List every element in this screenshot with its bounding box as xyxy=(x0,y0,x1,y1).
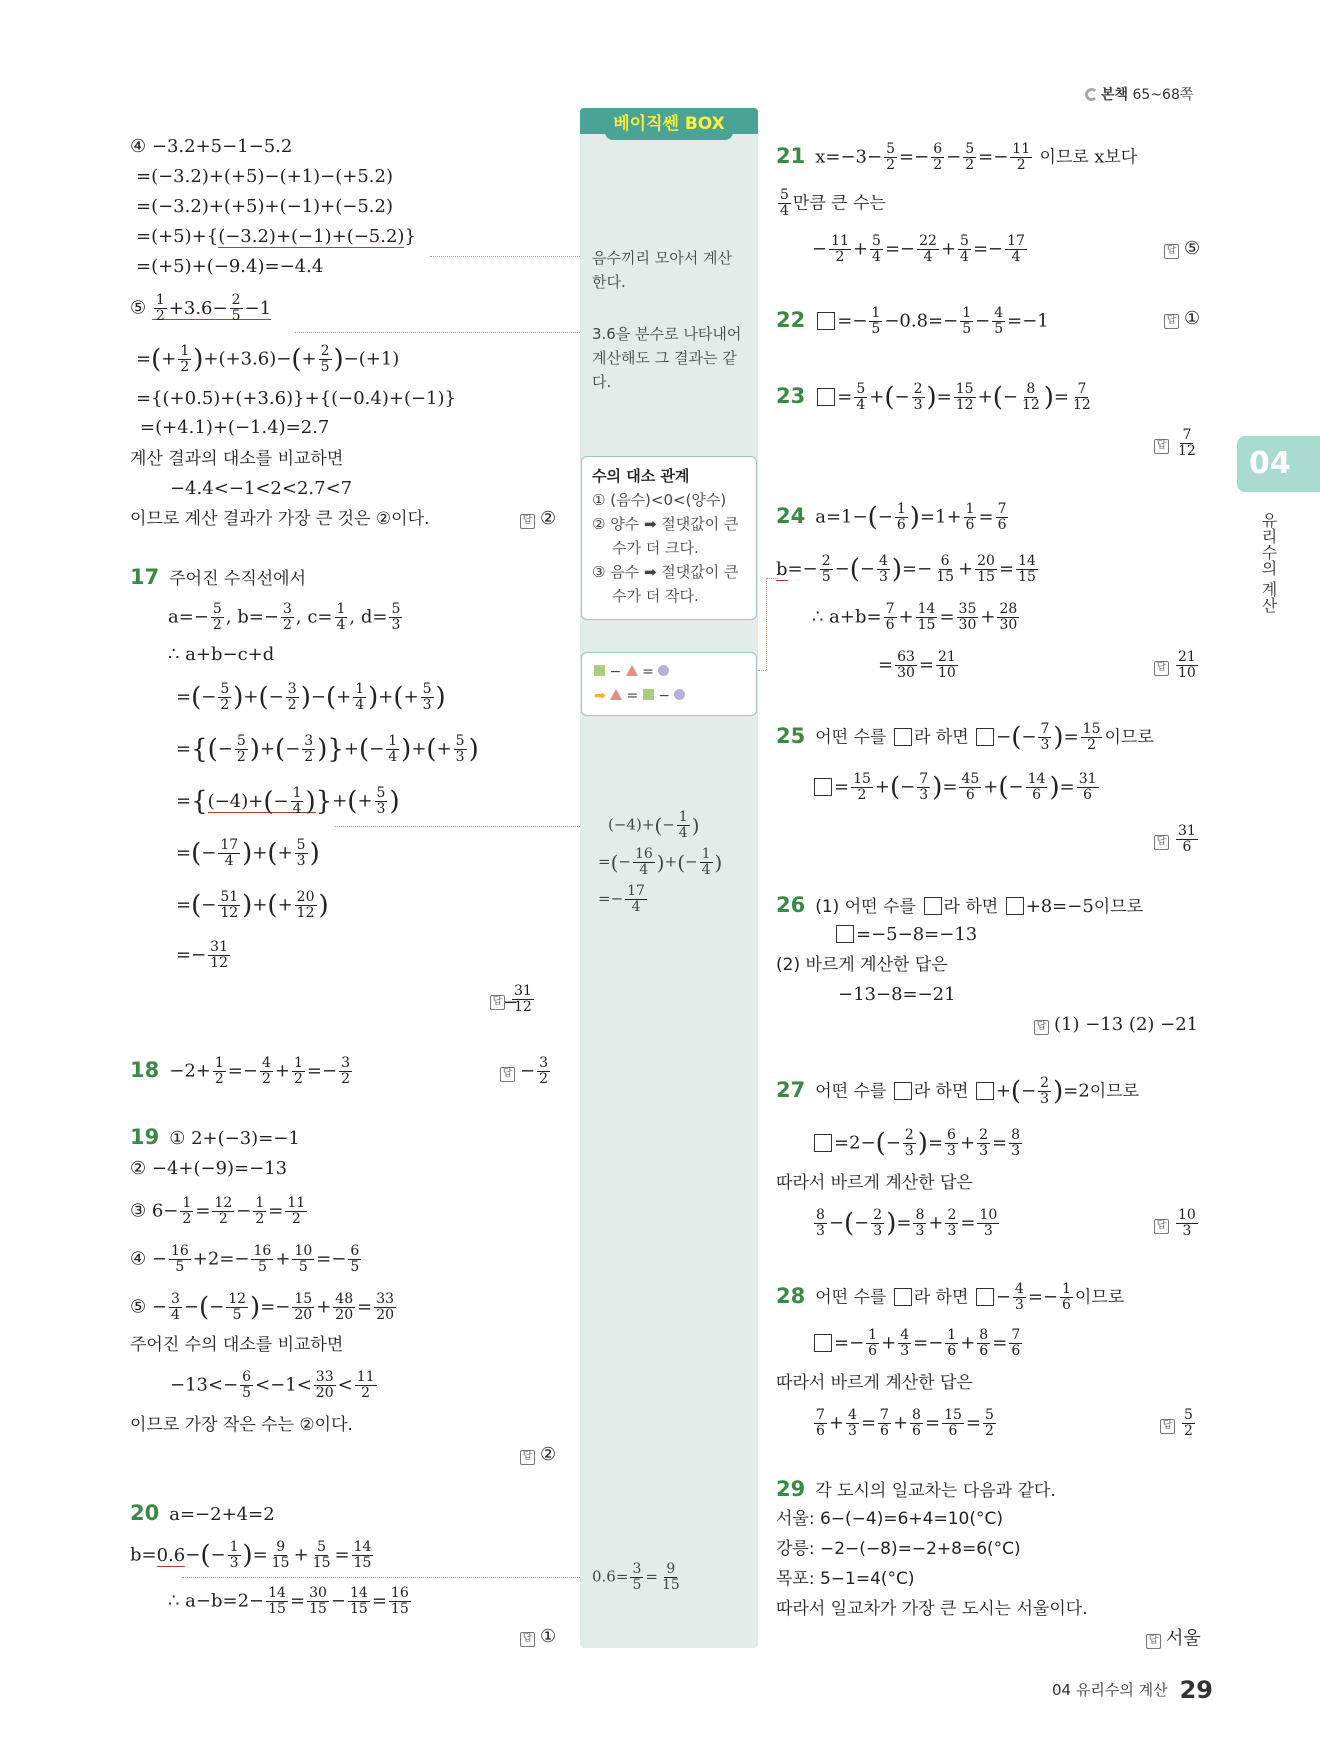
problem-number: 19 xyxy=(130,1125,160,1149)
text-line: (2) 바르게 계산한 답은 xyxy=(776,955,948,975)
math-line: =(− $\frac{5}{2}$ )+(− $\frac{3}{2}$ )−(+ $\frac{1}{4}$ )+(+ $\frac{5}{3}$ ) xyxy=(176,681,446,713)
triangle-shape xyxy=(610,689,622,700)
math-line: ③ 6− $\frac{1}{2}$ = $\frac{12}{2}$ − $\frac{1}{2}$ = $\frac{11}{2}$ xyxy=(130,1195,306,1227)
minus-sign: − xyxy=(503,992,519,1013)
blank-box xyxy=(894,1288,912,1306)
math-line: 22 =− $\frac{1}{5}$ −0.8=− $\frac{1}{5}$ − $\frac{4}{5}$ =−1 xyxy=(776,305,1049,337)
math-line: 23 = $\frac{5}{4}$ +(− $\frac{2}{3}$ )= $\frac{15}{12}$ +(− $\frac{8}{12}$ )= $\frac{7}{12}$ xyxy=(776,381,1091,413)
math-line: ={(− $\frac{5}{2}$ )+(− $\frac{3}{2}$ )}+(− $\frac{1}{4}$ )+(+ $\frac{5}{3}$ ) xyxy=(176,733,479,765)
connector-line xyxy=(335,826,580,827)
math-line: b=0.6−(− $\frac{1}{3}$ )= $\frac{9}{15}$ + $\frac{5}{15}$ = $\frac{14}{15}$ xyxy=(130,1539,372,1571)
connector-line xyxy=(430,256,580,257)
triangle-shape xyxy=(626,665,638,676)
math-line: −13−8=−21 xyxy=(838,984,956,1005)
arrow-icon: ➡ xyxy=(594,688,606,704)
math-line: =−5−8=−13 xyxy=(834,922,977,948)
chapter-tab: 04 xyxy=(1237,436,1320,492)
math-line: 26 (1) 어떤 수를 라 하면 +8=−5이므로 xyxy=(776,893,1144,917)
chapter-vertical-title: 유리수의 계산 xyxy=(1259,512,1278,614)
note-line: (−4)+(− $\frac{1}{4}$ ) xyxy=(608,809,700,841)
blank-box xyxy=(924,897,942,915)
book-icon xyxy=(1085,88,1098,101)
circle-shape xyxy=(674,689,685,700)
math-line: 19 ① 2+(−3)=−1 xyxy=(130,1125,300,1149)
math-line: 28 어떤 수를 라 하면 − $\frac{4}{3}$ =− $\frac{1}{6}$ 이므로 xyxy=(776,1281,1125,1313)
math-line: − $\frac{11}{2}$ + $\frac{5}{4}$ =− $\frac{22}{4}$ + $\frac{5}{4}$ =− $\frac{17}{4}$ xyxy=(812,233,1025,265)
answer-21: 답 ⑤ xyxy=(1164,236,1200,262)
math-line: a=− $\frac{5}{2}$ , b=− $\frac{3}{2}$ , c= $\frac{1}{4}$ , d= $\frac{5}{3}$ xyxy=(168,601,401,633)
math-line: = $\frac{63}{30}$ = $\frac{21}{10}$ xyxy=(878,649,956,681)
answer-24: 답 $\frac{21}{10}$ xyxy=(1154,650,1200,681)
shape-line-2: ➡ = − xyxy=(594,684,685,708)
blank-box xyxy=(894,728,912,746)
math-line: 27 어떤 수를 라 하면 +(− $\frac{2}{3}$ )=2이므로 xyxy=(776,1075,1140,1107)
text-line: 주어진 수의 대소를 비교하면 xyxy=(130,1335,344,1355)
math-line: ④ −3.2+5−1−5.2 xyxy=(130,136,293,157)
problem-number: 29 xyxy=(776,1477,806,1501)
blank-box xyxy=(976,1288,994,1306)
answer-17: 답 $\frac{31}{12}$ xyxy=(490,984,536,1015)
text-line: 17 주어진 수직선에서 xyxy=(130,565,307,589)
text-line: 29 각 도시의 일교차는 다음과 같다. xyxy=(776,1477,1056,1501)
math-line: =(+5)+{(−3.2)+(−1)+(−5.2)} xyxy=(136,226,416,247)
math-line: −4.4<−1<2<2.7<7 xyxy=(170,478,353,499)
math-line: ∴ a+b−c+d xyxy=(168,644,275,665)
math-line: =(−3.2)+(+5)+(−1)+(−5.2) xyxy=(136,196,393,217)
circle-shape xyxy=(658,665,669,676)
problem-number: 28 xyxy=(776,1283,806,1308)
math-line: $\frac{8}{3}$ −(− $\frac{2}{3}$ )= $\frac{8}{3}$ + $\frac{2}{3}$ = $\frac{10}{3}$ xyxy=(816,1207,998,1239)
problem-number: 22 xyxy=(776,307,806,332)
math-line: =(−3.2)+(+5)−(+1)−(+5.2) xyxy=(136,166,393,187)
connector-line xyxy=(758,670,766,671)
math-line: 24 a=1−(− $\frac{1}{6}$ )=1+ $\frac{1}{6}$ = $\frac{7}{6}$ xyxy=(776,501,1007,533)
math-line: $\frac{7}{6}$ + $\frac{4}{3}$ = $\frac{7}{6}$ + $\frac{8}{6}$ = $\frac{15}{6}$ = $\frac{5}{2}$ xyxy=(816,1407,994,1439)
answer-icon: 답 xyxy=(1164,314,1179,329)
math-line: =(+4.1)+(−1.4)=2.7 xyxy=(140,417,330,438)
page-number: 29 xyxy=(1179,1676,1213,1704)
order-relation-text: 수의 대소 관계 ① (음수)<0<(양수) ② 양수 ➡ 절댓값이 큰 수가 더 크다. ③ 음수 ➡ 절댓값이 큰 수가 더 작다. xyxy=(592,467,739,605)
math-line: 20 a=−2+4=2 xyxy=(130,1501,275,1525)
answer-23: 답 $\frac{7}{12}$ xyxy=(1154,428,1200,459)
answer-icon: 답 xyxy=(1154,439,1169,454)
side-note-2: 3.6을 분수로 나타내어 계산해도 그 결과는 같 다. xyxy=(592,325,742,391)
problem-number: 27 xyxy=(776,1077,806,1102)
square-shape xyxy=(643,689,654,700)
blank-box xyxy=(894,1082,912,1100)
basic-box-title: 베이직쎈 BOX xyxy=(605,110,733,140)
page-footer: 04 유리수의 계산 29 xyxy=(1052,1676,1213,1704)
answer-icon: 답 xyxy=(1154,661,1169,676)
math-line: ④ − $\frac{16}{5}$ +2=− $\frac{16}{5}$ + $\frac{10}{5}$ =− $\frac{6}{5}$ xyxy=(130,1243,360,1275)
blank-box xyxy=(976,1082,994,1100)
answer-icon: 답 xyxy=(520,1632,535,1647)
answer-29: 답 서울 xyxy=(1146,1626,1201,1652)
problem-number: 18 xyxy=(130,1057,160,1082)
math-line: b=− $\frac{2}{5}$ −(− $\frac{4}{3}$ )=− $\frac{6}{15}$ + $\frac{20}{15}$ = $\frac{14}{15}$ xyxy=(776,553,1036,585)
problem-number: 20 xyxy=(130,1501,160,1525)
text-line: 강릉: −2−(−8)=−2+8=6(°C) xyxy=(776,1539,1021,1559)
answer-26: 답 (1) −13 (2) −21 xyxy=(1034,1012,1198,1038)
answer-icon: 답 xyxy=(1034,1020,1049,1035)
answer-icon: 답 xyxy=(490,995,505,1010)
problem-number: 24 xyxy=(776,503,806,528)
problem-number: 25 xyxy=(776,723,806,748)
text-line: 따라서 바르게 계산한 답은 xyxy=(776,1173,973,1193)
text-line: 이므로 계산 결과가 가장 큰 것은 ②이다. xyxy=(130,509,430,529)
answer-icon: 답 xyxy=(1154,1219,1169,1234)
math-line: −13<− $\frac{6}{5}$ <−1< $\frac{33}{20}$ < $\frac{11}{2}$ xyxy=(170,1369,375,1401)
math-line: ② −4+(−9)=−13 xyxy=(130,1158,288,1179)
math-line: =2−(− $\frac{2}{3}$ )= $\frac{6}{3}$ + $\frac{2}{3}$ = $\frac{8}{3}$ xyxy=(812,1128,1024,1159)
problem-number: 21 xyxy=(776,143,806,168)
shape-line-1: − = xyxy=(594,660,685,684)
math-line: $\frac{5}{4}$ 만큼 큰 수는 xyxy=(780,187,886,219)
math-line: =(− $\frac{17}{4}$ )+(+ $\frac{5}{3}$ ) xyxy=(176,837,320,869)
blank-box xyxy=(817,388,835,406)
text-line: 계산 결과의 대소를 비교하면 xyxy=(130,449,344,469)
problem-number: 17 xyxy=(130,565,160,589)
math-line: ⑤ $\frac{1}{2}$ +3.6− $\frac{2}{5}$ −1 xyxy=(130,292,272,324)
connector-line xyxy=(182,1577,580,1578)
math-line: =− $\frac{1}{6}$ + $\frac{4}{3}$ =− $\frac{1}{6}$ + $\frac{8}{6}$ = $\frac{7}{6}$ xyxy=(812,1328,1024,1359)
side-note-5: 0.6= $\frac{3}{5}$ = $\frac{9}{15}$ xyxy=(592,1561,680,1593)
text-line: 이므로 가장 작은 수는 ②이다. xyxy=(130,1415,353,1435)
answer-icon: 답 xyxy=(1146,1634,1161,1649)
answer-icon: 답 xyxy=(500,1067,515,1082)
blank-box xyxy=(814,1134,832,1152)
shape-equation xyxy=(594,660,685,708)
math-line: 18 −2+ $\frac{1}{2}$ =− $\frac{4}{2}$ + $\frac{1}{2}$ =− $\frac{3}{2}$ xyxy=(130,1055,350,1087)
note-line: =− $\frac{17}{4}$ xyxy=(598,883,645,915)
math-line: ∴ a−b=2− $\frac{14}{15}$ = $\frac{30}{15}$ − $\frac{14}{15}$ = $\frac{16}{15}$ xyxy=(168,1585,409,1617)
math-line: =(+5)+(−9.4)=−4.4 xyxy=(136,256,324,277)
note-line: =(− $\frac{16}{4}$ )+(− $\frac{1}{4}$ ) xyxy=(598,846,723,878)
square-shape xyxy=(594,665,605,676)
connector-line xyxy=(766,578,767,670)
answer-19: 답 ② xyxy=(520,1442,556,1468)
answer-18: 답 − $\frac{3}{2}$ xyxy=(500,1056,552,1087)
text-line: 서울: 6−(−4)=6+4=10(°C) xyxy=(776,1509,1003,1529)
math-line: =− $\frac{31}{12}$ xyxy=(176,939,228,971)
problem-number: 23 xyxy=(776,383,806,408)
answer-20: 답 ① xyxy=(520,1624,556,1650)
text-line: 따라서 바르게 계산한 답은 xyxy=(776,1373,973,1393)
answer-16: 답 ② xyxy=(520,506,556,532)
math-line: 25 어떤 수를 라 하면 −(− $\frac{7}{3}$ )= $\frac{15}{2}$ 이므로 xyxy=(776,721,1154,753)
math-line: 21 x=−3− $\frac{5}{2}$ =− $\frac{6}{2}$ − $\frac{5}{2}$ =− $\frac{11}{2}$ 이므로 x보다 xyxy=(776,141,1138,173)
problem-number: 26 xyxy=(776,893,806,917)
blank-box xyxy=(1006,897,1024,915)
math-line: ⑤ − $\frac{3}{4}$ −(− $\frac{12}{5}$ )=− $\frac{15}{20}$ + $\frac{48}{20}$ = $\frac{33}{20}$ xyxy=(130,1291,395,1323)
math-line: ={(−4)+(− $\frac{1}{4}$ )}+(+ $\frac{5}{3}$ ) xyxy=(176,785,400,817)
math-line: ∴ a+b= $\frac{7}{6}$ + $\frac{14}{15}$ = $\frac{35}{30}$ + $\frac{28}{30}$ xyxy=(812,601,1018,633)
page-header: 본책 65~68쪽 xyxy=(1085,84,1193,104)
side-note-1: 음수끼리 모아서 계산 한다. xyxy=(592,249,732,291)
math-line: = $\frac{15}{2}$ +(− $\frac{7}{3}$ )= $\frac{45}{6}$ +(− $\frac{14}{6}$ )= $\frac{31}{6}$ xyxy=(812,772,1101,803)
math-line: =(+ $\frac{1}{2}$ )+(+3.6)−(+ $\frac{2}{5}$ )−(+1) xyxy=(136,343,400,375)
answer-icon: 답 xyxy=(1154,835,1169,850)
math-line: ={(+0.5)+(+3.6)}+{(−0.4)+(−1)} xyxy=(136,388,456,409)
side-note-4 xyxy=(598,810,722,915)
blank-box xyxy=(976,728,994,746)
answer-icon: 답 xyxy=(520,514,535,529)
math-line: =(− $\frac{51}{12}$ )+(+ $\frac{20}{12}$ ) xyxy=(176,889,329,921)
blank-box xyxy=(814,1334,832,1352)
answer-icon: 답 xyxy=(1164,244,1179,259)
answer-icon: 답 xyxy=(1160,1419,1175,1434)
answer-27: 답 $\frac{10}{3}$ xyxy=(1154,1208,1200,1239)
text-line: 따라서 일교차가 가장 큰 도시는 서울이다. xyxy=(776,1599,1088,1619)
answer-icon: 답 xyxy=(520,1450,535,1465)
answer-25: 답 $\frac{31}{6}$ xyxy=(1154,824,1200,855)
blank-box xyxy=(814,778,832,796)
connector-line xyxy=(295,332,580,333)
answer-28: 답 $\frac{5}{2}$ xyxy=(1160,1408,1197,1439)
blank-box xyxy=(817,312,835,330)
blank-box xyxy=(836,925,854,943)
text-line: 목포: 5−1=4(°C) xyxy=(776,1569,915,1589)
answer-22: 답 ① xyxy=(1164,306,1200,332)
